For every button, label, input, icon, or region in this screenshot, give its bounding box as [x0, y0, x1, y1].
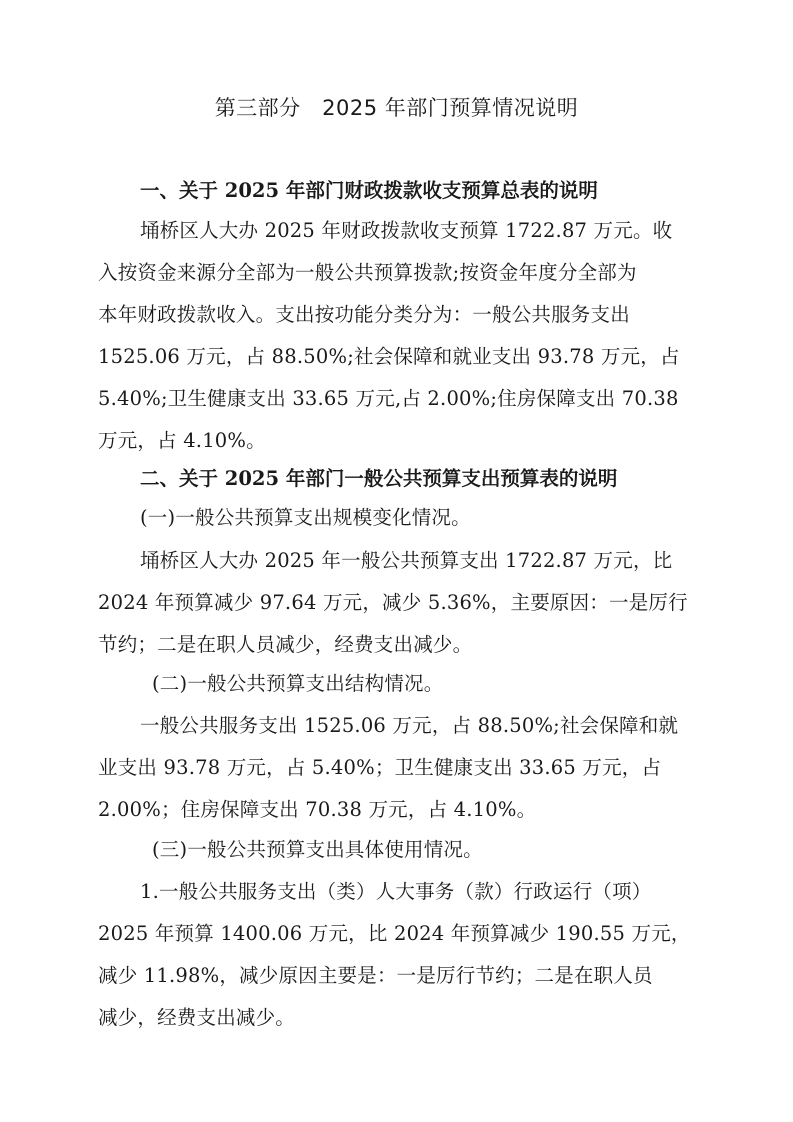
- sub3-line-2: 2025 年预算 1400.06 万元，比 2024 年预算减少 190.55 万元，: [98, 922, 691, 945]
- sub2-line-1: 一般公共服务支出 1525.06 万元，占 88.50%;社会保障和就: [140, 714, 679, 737]
- section1-line-2: 入按资金来源分全部为一般公共预算拨款;按资金年度分全部为: [98, 261, 637, 284]
- sub2-heading: (二)一般公共预算支出结构情况。: [152, 672, 444, 695]
- section1-line-4: 1525.06 万元，占 88.50%;社会保障和就业支出 93.78 万元，占: [98, 345, 680, 368]
- sub1-line-2: 2024 年预算减少 97.64 万元，减少 5.36%，主要原因：一是厉行: [98, 591, 688, 614]
- sub3-line-4: 减少，经费支出减少。: [98, 1006, 296, 1029]
- sub1-line-1: 埇桥区人大办 2025 年一般公共预算支出 1722.87 万元，比: [140, 549, 673, 572]
- sub1-heading: (一)一般公共预算支出规模变化情况。: [140, 506, 471, 529]
- section1-line-6: 万元，占 4.10%。: [98, 429, 266, 452]
- section1-heading: 一、关于 2025 年部门财政拨款收支预算总表的说明: [140, 179, 598, 202]
- section2-heading: 二、关于 2025 年部门一般公共预算支出预算表的说明: [140, 467, 618, 490]
- sub3-line-3: 减少 11.98%，减少原因主要是：一是厉行节约；二是在职人员: [98, 964, 653, 987]
- sub2-line-3: 2.00%；住房保障支出 70.38 万元，占 4.10%。: [98, 798, 537, 821]
- sub2-line-2: 业支出 93.78 万元，占 5.40%；卫生健康支出 33.65 万元，占: [98, 756, 662, 779]
- sub3-heading: (三)一般公共预算支出具体使用情况。: [152, 838, 483, 861]
- sub3-line-1: 1.一般公共服务支出（类）人大事务（款）行政运行（项）: [140, 880, 652, 903]
- section1-line-3: 本年财政拨款收入。支出按功能分类分为：一般公共服务支出: [98, 303, 630, 326]
- section1-line-5: 5.40%;卫生健康支出 33.65 万元,占 2.00%;住房保障支出 70.38: [98, 387, 679, 410]
- section1-line-1: 埇桥区人大办 2025 年财政拨款收支预算 1722.87 万元。收: [140, 219, 673, 242]
- document-title: 第三部分 2025 年部门预算情况说明: [214, 96, 579, 120]
- sub1-line-3: 节约；二是在职人员减少，经费支出减少。: [98, 633, 473, 656]
